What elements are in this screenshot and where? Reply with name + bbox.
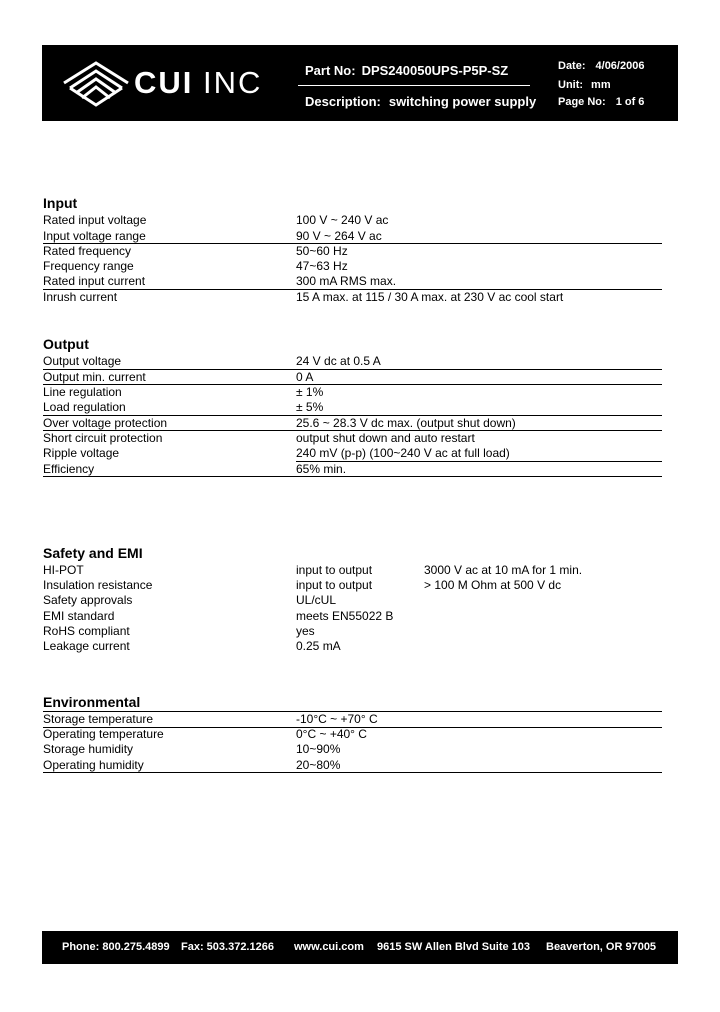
table-divider bbox=[43, 476, 662, 477]
spec-label: Output voltage bbox=[43, 354, 122, 368]
page-number bbox=[558, 96, 644, 108]
section-title-output: Output bbox=[43, 336, 89, 352]
spec-value: 240 mV (p-p) (100~240 V ac at full load) bbox=[296, 446, 510, 460]
spec-label: HI-POT bbox=[43, 563, 84, 577]
spec-value: output shut down and auto restart bbox=[296, 431, 475, 445]
page-value: 1 of 6 bbox=[615, 96, 645, 108]
spec-value: 300 mA RMS max. bbox=[296, 274, 397, 288]
footer-address: 9615 SW Allen Blvd Suite 103 bbox=[377, 941, 531, 953]
spec-label: Operating temperature bbox=[43, 727, 164, 741]
spec-row bbox=[43, 290, 663, 305]
spec-row bbox=[43, 639, 663, 654]
unit-value: mm bbox=[591, 79, 611, 91]
description-label: Description: bbox=[305, 94, 381, 109]
spec-row bbox=[43, 385, 663, 400]
spec-label: Inrush current bbox=[43, 290, 118, 304]
spec-value: input to output bbox=[296, 563, 373, 577]
spec-row bbox=[43, 758, 663, 773]
spec-row bbox=[43, 229, 663, 244]
cui-diamond-logo-icon bbox=[62, 59, 132, 107]
section-title-input: Input bbox=[43, 195, 78, 211]
spec-row bbox=[43, 446, 663, 461]
spec-value: meets EN55022 B bbox=[296, 609, 394, 623]
spec-value: 90 V ~ 264 V ac bbox=[296, 229, 382, 243]
footer-city: Beaverton, OR 97005 bbox=[546, 941, 657, 953]
page-label: Page No: bbox=[558, 96, 606, 108]
spec-row bbox=[43, 354, 663, 369]
spec-value: -10°C ~ +70° C bbox=[296, 712, 378, 726]
part-number-label: Part No: bbox=[305, 63, 356, 78]
spec-label: Load regulation bbox=[43, 400, 126, 414]
spec-row bbox=[43, 400, 663, 415]
spec-label: Rated frequency bbox=[43, 244, 132, 258]
spec-label: Over voltage protection bbox=[43, 416, 168, 430]
date bbox=[558, 60, 644, 72]
spec-row bbox=[43, 416, 663, 431]
part-number bbox=[305, 63, 508, 78]
logo-inc-text: INC bbox=[203, 65, 263, 100]
spec-label: EMI standard bbox=[43, 609, 115, 623]
spec-row bbox=[43, 431, 663, 446]
section-title-safety-emi: Safety and EMI bbox=[43, 545, 143, 561]
unit-label: Unit: bbox=[558, 79, 584, 91]
spec-value-detail: > 100 M Ohm at 500 V dc bbox=[424, 578, 562, 592]
spec-row bbox=[43, 593, 663, 608]
spec-value: 0.25 mA bbox=[296, 639, 341, 653]
spec-label: RoHS compliant bbox=[43, 624, 130, 638]
spec-value: 10~90% bbox=[296, 742, 341, 756]
spec-row bbox=[43, 727, 663, 742]
spec-label: Rated input current bbox=[43, 274, 146, 288]
spec-label: Input voltage range bbox=[43, 229, 146, 243]
description-value: switching power supply bbox=[388, 94, 537, 109]
spec-label: Ripple voltage bbox=[43, 446, 120, 460]
spec-label: Short circuit protection bbox=[43, 431, 163, 445]
part-number-value: DPS240050UPS-P5P-SZ bbox=[361, 63, 509, 78]
spec-value: 20~80% bbox=[296, 758, 341, 772]
footer-fax: Fax: 503.372.1266 bbox=[181, 941, 274, 953]
document-footer bbox=[42, 931, 678, 964]
spec-value-detail: 3000 V ac at 10 mA for 1 min. bbox=[424, 563, 583, 577]
description bbox=[305, 94, 536, 109]
spec-row bbox=[43, 578, 663, 593]
spec-value: 50~60 Hz bbox=[296, 244, 348, 258]
cui-logo bbox=[62, 59, 292, 107]
spec-label: Rated input voltage bbox=[43, 213, 147, 227]
footer-phone: Phone: 800.275.4899 bbox=[62, 941, 170, 953]
spec-value: ± 1% bbox=[296, 385, 324, 399]
spec-row bbox=[43, 742, 663, 757]
document-header bbox=[42, 45, 678, 121]
spec-row bbox=[43, 259, 663, 274]
spec-label: Frequency range bbox=[43, 259, 134, 273]
section-title-environmental: Environmental bbox=[43, 694, 141, 710]
spec-label: Safety approvals bbox=[43, 593, 133, 607]
spec-value: yes bbox=[296, 624, 315, 638]
spec-row bbox=[43, 274, 663, 289]
spec-value: 15 A max. at 115 / 30 A max. at 230 V ac cool start bbox=[296, 290, 564, 304]
spec-value: ± 5% bbox=[296, 400, 324, 414]
spec-row bbox=[43, 370, 663, 385]
date-label: Date: bbox=[558, 60, 586, 72]
spec-label: Line regulation bbox=[43, 385, 122, 399]
spec-value: 0 A bbox=[296, 370, 314, 384]
spec-value: input to output bbox=[296, 578, 373, 592]
spec-row bbox=[43, 462, 663, 477]
spec-label: Leakage current bbox=[43, 639, 130, 653]
footer-web-link[interactable]: www.cui.com bbox=[294, 941, 364, 953]
spec-row bbox=[43, 563, 663, 578]
header-divider bbox=[298, 85, 530, 86]
spec-label: Efficiency bbox=[43, 462, 95, 476]
spec-row bbox=[43, 244, 663, 259]
spec-label: Storage temperature bbox=[43, 712, 154, 726]
spec-value: 65% min. bbox=[296, 462, 347, 476]
unit bbox=[558, 79, 611, 91]
spec-label: Operating humidity bbox=[43, 758, 144, 772]
spec-row bbox=[43, 213, 663, 228]
spec-value: 47~63 Hz bbox=[296, 259, 348, 273]
spec-label: Insulation resistance bbox=[43, 578, 153, 592]
spec-label: Output min. current bbox=[43, 370, 146, 384]
spec-row bbox=[43, 712, 663, 727]
spec-row bbox=[43, 624, 663, 639]
spec-value: UL/cUL bbox=[296, 593, 337, 607]
spec-value: 100 V ~ 240 V ac bbox=[296, 213, 389, 227]
date-value: 4/06/2006 bbox=[595, 60, 645, 72]
table-divider bbox=[43, 772, 662, 773]
spec-value: 0°C ~ +40° C bbox=[296, 727, 367, 741]
spec-label: Storage humidity bbox=[43, 742, 134, 756]
logo-cui-text: CUI bbox=[134, 65, 194, 100]
spec-row bbox=[43, 609, 663, 624]
spec-value: 25.6 ~ 28.3 V dc max. (output shut down) bbox=[296, 416, 516, 430]
spec-value: 24 V dc at 0.5 A bbox=[296, 354, 381, 368]
